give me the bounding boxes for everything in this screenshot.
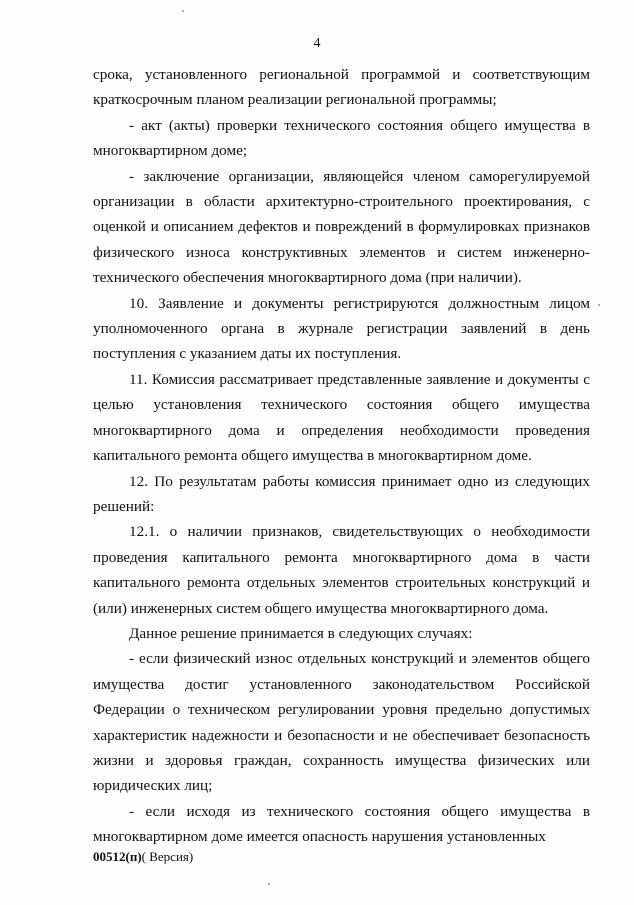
scan-speck (598, 304, 600, 306)
paragraph-7: 12.1. о наличии признаков, свидетельствующих о необходимости проведения капитального ремонта многоквартирного дома в части капитального ремонта отдельных элементов строительных конструкций и (или) инженерных систем общего имущества многоквартирного дома. (93, 523, 590, 617)
paragraph-5: 11. Комиссия рассматривает представленные заявление и документы с целью установления технического состояния общего имущества многоквартирного дома и определения необходимости проведения капитального ремонта общего имущества в многоквартирном доме. (93, 370, 590, 465)
page-number: 4 (313, 36, 321, 51)
paragraph-4: 10. Заявление и документы регистрируются должностным лицом уполномоченного органа в журнале регистрации заявлений в день поступления с указанием даты их поступления. (93, 294, 590, 363)
body-text (93, 62, 590, 850)
paragraph-2: - акт (акты) проверки технического состояния общего имущества в многоквартирном доме; (93, 116, 590, 160)
paragraph-6: 12. По результатам работы комиссия принимает одно из следующих решений: (93, 472, 590, 515)
document-version: ( Версия) (141, 849, 194, 864)
footer (93, 849, 193, 865)
paragraph-10: - если исходя из технического состояния общего имущества в многоквартирном доме имеется опасность нарушения установленных (93, 802, 590, 846)
document-code: 00512(п) (93, 849, 142, 864)
paragraph-1: срока, установленного региональной программой и соответствующим краткосрочным планом реализации региональной программы; (93, 66, 590, 109)
paragraph-3: - заключение организации, являющейся членом саморегулируемой организации в области архитектурно-строительного проектирования, с оценкой и описанием дефектов и повреждений в формулировках признаков физического износа конструктивных элементов и систем инженерно-технического обеспечения многоквартирного дома (при наличии). (93, 167, 590, 287)
scan-speck (268, 883, 270, 885)
scan-speck (182, 10, 184, 12)
paragraph-9: - если физический износ отдельных конструкций и элементов общего имущества достиг установленного законодательством Российской Федерации о техническом регулировании уровня предельно допустимых характеристик надежности и безопасности и не обеспечивает безопасность жизни и здоровья граждан, сохранность имущества физических или юридических лиц; (93, 650, 590, 795)
paragraph-8: Данное решение принимается в следующих случаях: (129, 624, 473, 642)
